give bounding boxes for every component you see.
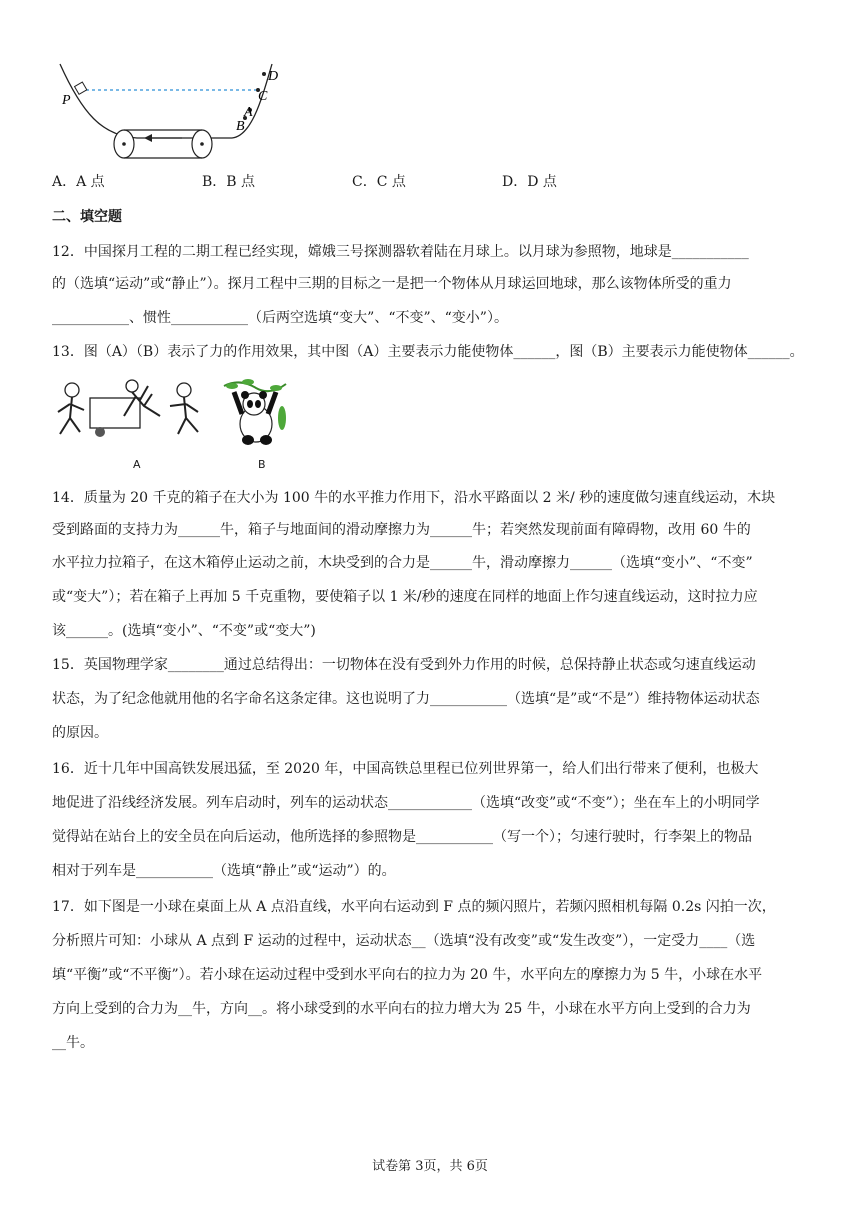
q15-line-1: 15．英国物理学家________通过总结得出：一切物体在没有受到外力作用的时候，总保持静止状态或匀速直线运动 xyxy=(52,657,756,673)
q17-line-3: 填“平衡”或“不平衡”）。若小球在运动过程中受到水平向右的拉力为 20 牛，水平向左的摩擦力为 5 牛，小球在水平 xyxy=(52,967,763,983)
label-b: B xyxy=(236,119,245,134)
q16-line-3: 觉得站在站台上的安全员在向后运动，他所选择的参照物是___________（写一个）；匀速行驶时，行李架上的物品 xyxy=(52,829,752,845)
q17-line-2: 分析照片可知：小球从 A 点到 F 运动的过程中，运动状态__（选填“没有改变”或“发生改变”），一定受力____（选 xyxy=(52,933,756,949)
q17-line-4: 方向上受到的合力为__牛，方向__。将小球受到的水平向右的拉力增大为 25 牛，小球在水平方向上受到的合力为 xyxy=(52,1001,751,1017)
figure-a-label: A xyxy=(133,458,141,471)
q14-line-3: 水平拉力拉箱子，在这木箱停止运动之前，木块受到的合力是______牛，滑动摩擦力______（选填“变小”、“不变” xyxy=(52,555,753,571)
figure-b-panda xyxy=(220,378,290,450)
q15-line-2: 状态，为了纪念他就用他的名字命名这条定律。这也说明了力___________（选填“是”或“不是”）维持物体运动状态 xyxy=(52,691,760,707)
q17-line-1: 17．如下图是一小球在桌面上从 A 点沿直线，水平向右运动到 F 点的频闪照片，若频闪照相机每隔 0.2s 闪拍一次， xyxy=(52,899,776,915)
label-d: D xyxy=(268,69,279,84)
label-c: C xyxy=(258,89,268,104)
page-footer: 试卷第 3页，共 6页 xyxy=(372,1159,488,1174)
label-p: P xyxy=(62,93,71,108)
point-d xyxy=(262,72,266,76)
option-a: A．A 点 xyxy=(52,174,105,190)
q16-line-2: 地促进了沿线经济发展。列车启动时，列车的运动状态____________（选填“改变”或“不变”）；坐在车上的小明同学 xyxy=(52,795,760,811)
q15-line-3: 的原因。 xyxy=(52,725,108,741)
q16-line-4: 相对于列车是___________（选填“静止”或“运动”）的。 xyxy=(52,863,396,879)
option-b: B．B 点 xyxy=(202,174,256,190)
q16-line-1: 16．近十几年中国高铁发展迅猛，至 2020 年，中国高铁总里程已位列世界第一，给人们出行带来了便利，也极大 xyxy=(52,761,759,777)
q12-line-1: 12．中国探月工程的二期工程已经实现，嫦娥三号探测器软着陆在月球上。以月球为参照物，地球是___________ xyxy=(52,244,749,260)
figure-a-kick xyxy=(52,376,212,450)
option-d: D．D 点 xyxy=(502,174,557,190)
q12-line-3: ___________、惯性___________（后两空选填“变大”、“不变”、“变小”）。 xyxy=(52,310,508,326)
q14-line-5: 该______。(选填“变小”、“不变”或“变大”) xyxy=(52,623,316,639)
section-title: 二、填空题 xyxy=(52,209,122,225)
q14-line-4: 或“变大”）；若在箱子上再加 5 千克重物，要使箱子以 1 米/秒的速度在同样的地面上作匀速直线运动，这时拉力应 xyxy=(52,589,758,605)
figure-b-label: B xyxy=(258,458,266,471)
option-c: C．C 点 xyxy=(352,174,406,190)
block-p xyxy=(75,82,87,94)
label-a: A xyxy=(244,105,253,120)
q13-text: 13．图（A）（B）表示了力的作用效果，其中图（A）主要表示力能使物体______，图（B）主要表示力能使物体______。 xyxy=(52,344,804,360)
q14-line-1: 14．质量为 20 千克的箱子在大小为 100 牛的水平推力作用下，沿水平路面以 2 米/ 秒的速度做匀速直线运动，木块 xyxy=(52,490,776,506)
q17-line-5: __牛。 xyxy=(52,1035,94,1051)
track-figure xyxy=(52,58,292,166)
q14-line-2: 受到路面的支持力为______牛，箱子与地面间的滑动摩擦力为______牛；若突然发现前面有障碍物，改用 60 牛的 xyxy=(52,522,751,538)
q12-line-2: 的（选填“运动”或“静止”）。探月工程中三期的目标之一是把一个物体从月球运回地球，那么该物体所受的重力 xyxy=(52,276,732,292)
